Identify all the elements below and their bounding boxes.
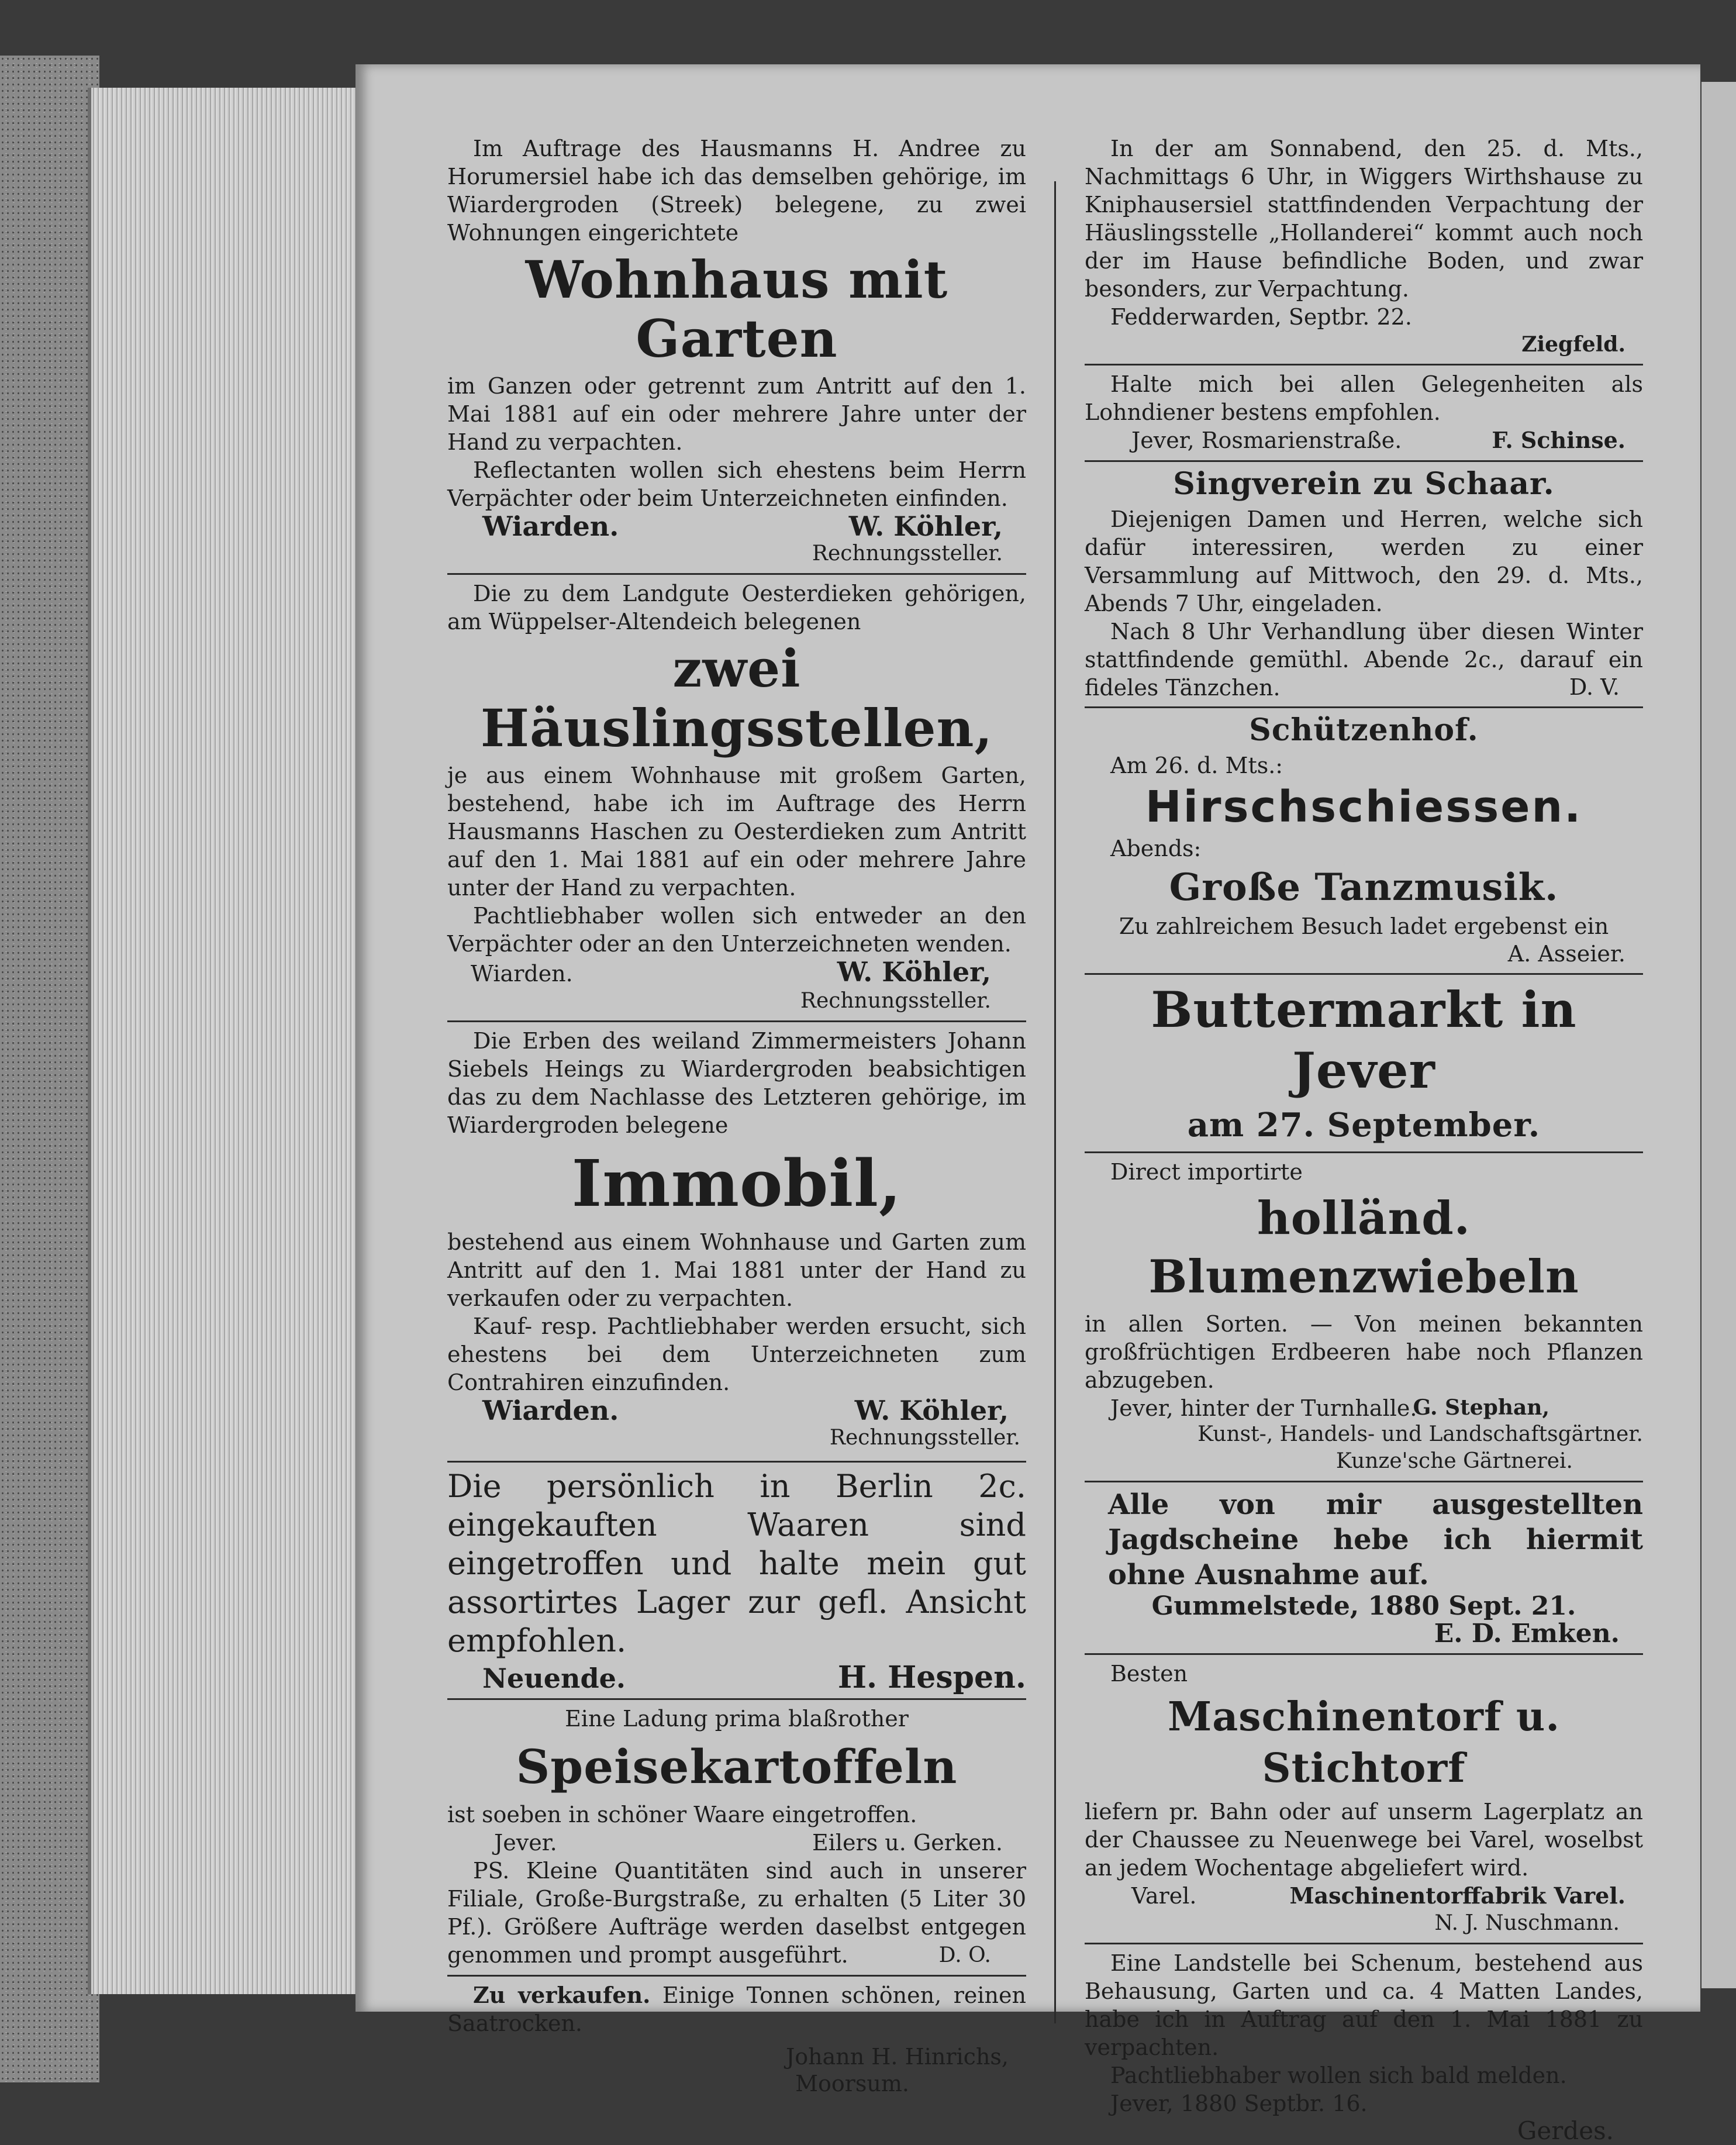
book-cover <box>0 56 99 2082</box>
ad-headline: Buttermarkt in Jever <box>1151 981 1577 1100</box>
ad-signer: Johann H. Hinrichs, <box>786 2043 1009 2070</box>
ad-place: Jever, Rosmarienstraße. <box>1131 427 1402 453</box>
left-column <box>447 135 1026 2097</box>
ad-signer: G. Stephan, <box>1413 1395 1549 1420</box>
ad-lohndiener <box>1085 370 1643 454</box>
ad-date: am 27. September. <box>1187 1106 1541 1145</box>
page-edges <box>88 88 360 1994</box>
ad-signer-title: Rechnungssteller. <box>829 1425 1020 1450</box>
ad-headline: Maschinentorf u. Stichtorf <box>1167 1694 1561 1792</box>
ad-separator <box>1085 1943 1643 1944</box>
ad-body: Reflectanten wollen sich ehestens beim Herrn Verpächter oder beim Unterzeichneten einfinden. <box>447 457 1026 512</box>
ad-signature-row <box>447 511 1026 543</box>
ad-intro: Eine Ladung prima blaßrother <box>565 1705 909 1732</box>
ad-place: Gummelstede, 1880 Sept. 21. <box>1151 1591 1576 1622</box>
ad-verpachtung-hollanderei <box>1085 135 1643 358</box>
ad-headline: Singverein zu Schaar. <box>1173 466 1555 502</box>
ad-body: Kauf- resp. Pachtliebhaber werden ersucht, sich ehestens bei dem Unterzeichneten zum Contrahiren einzufinden. <box>447 1313 1026 1395</box>
ad-signer: Ziegfeld. <box>1521 332 1625 357</box>
ad-intro: Direct importirte <box>1110 1159 1303 1185</box>
ad-body: im Ganzen oder getrennt zum Antritt auf den 1. Mai 1881 auf ein oder mehrere Jahre unter der Hand zu verpachten. <box>447 373 1026 456</box>
ad-evening: Abends: <box>1110 835 1202 861</box>
ad-intro: Die zu dem Landgute Oesterdieken gehörigen, am Wüppelser-Altendeich belegenen <box>447 581 1026 635</box>
ad-body: In der am Sonnabend, den 25. d. Mts., Nachmittags 6 Uhr, in Wiggers Wirthshause zu Kniphausersiel stattfindenden Verpachtung der Häuslingsstelle „Hollanderei“ kommt auch noch der im Hause befindliche Boden, und zwar besonders, zur Verpachtung. <box>1085 136 1643 302</box>
ad-headline: holländ. Blumenzwiebeln <box>1148 1192 1579 1304</box>
ad-postscript-sign: D. O. <box>938 1943 991 1967</box>
ad-place: Neuende. <box>482 1662 626 1694</box>
ad-blumenzwiebeln <box>1085 1158 1643 1475</box>
ad-place: Jever, 1880 Septbr. 16. <box>1110 2091 1368 2117</box>
ad-buttermarkt <box>1085 980 1643 1146</box>
ad-signer: Gerdes. <box>1517 2116 1614 2145</box>
ad-wohnhaus <box>447 135 1026 567</box>
ad-body: in allen Sorten. — Von meinen bekannten großfrüchtigen Erdbeeren habe noch Pflanzen abzugeben. <box>1085 1311 1643 1394</box>
ad-separator <box>1085 1481 1643 1482</box>
ad-speisekartoffeln <box>447 1705 1026 1969</box>
ad-body: je aus einem Wohnhause mit großem Garten, bestehend, habe ich im Auftrage des Herrn Hausmanns Haschen zu Oesterdieken zum Antritt auf den 1. Mai 1881 auf ein oder mehrere Jahre unter der Hand zu verpachten. <box>447 762 1026 901</box>
ad-headline: Schützenhof. <box>1249 712 1479 748</box>
ad-separator <box>447 1020 1026 1022</box>
ad-singverein <box>1085 467 1643 701</box>
ad-separator <box>447 1461 1026 1463</box>
ad-signature-row <box>1085 1882 1643 1910</box>
ad-headline: zwei Häuslingsstellen, <box>480 638 993 758</box>
ad-body: bestehend aus einem Wohnhause und Garten zum Antritt auf den 1. Mai 1881 unter der Hand zu verkaufen oder zu verpachten. <box>447 1229 1026 1311</box>
ad-zu-verkaufen <box>447 1981 1026 2097</box>
ad-signer: Eilers u. Gerken. <box>812 1829 1003 1856</box>
ad-landstelle <box>1085 1949 1643 2144</box>
ad-intro: Die Erben des weiland Zimmermeisters Johann Siebels Heings zu Wiardergroden beabsichtigen das zu dem Nachlasse des Letzteren gehörige, im Wiardergroden belegene <box>447 1027 1026 1138</box>
ad-body: Eine Landstelle bei Schenum, bestehend aus Behausung, Garten und ca. 4 Matten Landes, habe ich in Auftrag auf den 1. Mai 1881 zu verpachten. <box>1085 1950 1643 2061</box>
ad-headline: Immobil, <box>571 1145 902 1221</box>
ad-signer: W. Köhler, <box>854 1394 1009 1426</box>
ad-place: Wiarden. <box>482 1394 619 1426</box>
ad-body: liefern pr. Bahn oder auf unserm Lagerplatz an der Chaussee zu Neuenwege bei Varel, woselbst an jedem Wochentage abgeliefert wird. <box>1085 1799 1643 1881</box>
ad-place: Wiarden. <box>471 960 573 987</box>
ad-separator <box>1085 706 1643 708</box>
ad-separator <box>1085 1151 1643 1153</box>
ad-jagdscheine <box>1085 1487 1643 1647</box>
ad-signer: Maschinentorffabrik Varel. <box>1289 1882 1625 1909</box>
ad-signer: A. Asseier. <box>1507 941 1625 967</box>
ad-body: ist soeben in schöner Waare eingetroffen. <box>447 1801 917 1827</box>
ad-place: Varel. <box>1131 1883 1197 1909</box>
ad-signer-name: N. J. Nuschmann. <box>1434 1911 1620 1936</box>
ad-separator <box>1085 460 1643 462</box>
ad-signer-firm: Kunze'sche Gärtnerei. <box>1335 1449 1573 1474</box>
ad-signature-row <box>447 958 1026 988</box>
ad-place: Jever, hinter der Turnhalle. <box>1110 1395 1417 1422</box>
ad-body: Nach 8 Uhr Verhandlung über diesen Winter stattfindende gemüthl. Abende 2c., darauf ein fideles Tänzchen. <box>1085 618 1643 701</box>
ad-separator <box>1085 364 1643 365</box>
ad-signer: E. D. Emken. <box>1434 1619 1620 1649</box>
ad-signer-title: Rechnungssteller. <box>800 988 991 1013</box>
ad-schuetzenhof <box>1085 713 1643 967</box>
ad-separator <box>447 1698 1026 1700</box>
ad-signature-row <box>447 1659 1026 1695</box>
column-divider <box>1054 181 1056 2023</box>
ad-event: Hirschschiessen. <box>1145 781 1583 832</box>
ad-haeuslingsstellen <box>447 580 1026 1014</box>
ad-intro: Im Auftrage des Hausmanns H. Andree zu Horumersiel habe ich das demselben gehörige, im Wiardergroden (Streek) belegene, zu zwei Wohnungen eingerichtete <box>447 136 1026 246</box>
ad-lead: Zu verkaufen. <box>473 1981 651 2008</box>
ad-body: Pachtliebhaber wollen sich bald melden. <box>1110 2063 1567 2089</box>
ad-separator <box>1085 1653 1643 1655</box>
ad-headline: Wohnhaus mit Garten <box>525 249 948 370</box>
ad-headline: Speisekartoffeln <box>516 1739 958 1794</box>
ad-signature-row <box>447 1829 1026 1857</box>
ad-signature-row <box>1085 426 1643 454</box>
ad-torf <box>1085 1660 1643 1937</box>
ad-place: Fedderwarden, Septbr. 22. <box>1110 304 1412 330</box>
ad-postscript: PS. Kleine Quantitäten sind auch in unserer Filiale, Große-Burgstraße, zu erhalten (5 Liter 30 Pf.). Größere Aufträge werden daselbst entgegen genommen und prompt ausgeführt. <box>447 1857 1026 1968</box>
adjacent-page-edge <box>1702 82 1736 1988</box>
ad-signer: D. V. <box>1569 674 1620 700</box>
ad-body: Einige Tonnen schönen, reinen Saatrocken. <box>447 1982 1026 2036</box>
ad-body: Pachtliebhaber wollen sich entweder an den Verpächter oder an den Unterzeichneten wenden. <box>447 902 1026 957</box>
ad-signer: W. Köhler, <box>837 956 991 988</box>
ad-immobil <box>447 1027 1026 1451</box>
ad-separator <box>1085 973 1643 975</box>
ad-signer: H. Hespen. <box>837 1659 1026 1695</box>
ad-hespen <box>447 1467 1026 1695</box>
ad-intro: Besten <box>1110 1661 1188 1687</box>
ad-separator <box>447 1975 1026 1977</box>
ad-body: Halte mich bei allen Gelegenheiten als Lohndiener bestens empfohlen. <box>1085 371 1643 425</box>
ad-signature-row <box>447 1396 1026 1425</box>
ad-signer-place: Moorsum. <box>795 2070 909 2096</box>
ad-signer-title: Kunst-, Handels- und Landschaftsgärtner. <box>1197 1422 1643 1447</box>
ad-body: Alle von mir ausgestellten Jagdscheine hebe ich hiermit ohne Ausnahme auf. <box>1108 1488 1643 1592</box>
ad-body: Diejenigen Damen und Herren, welche sich dafür interessiren, werden zu einer Versammlung auf Mittwoch, den 29. d. Mts., Abends 7 Uhr, eingeladen. <box>1085 506 1643 616</box>
ad-signer-title: Rechnungssteller. <box>812 542 1003 566</box>
ad-place: Jever. <box>494 1829 557 1856</box>
ad-separator <box>447 573 1026 575</box>
ad-body: Die persönlich in Berlin 2c. eingekauften Waaren sind eingetroffen und halte mein gut assortirtes Lager zur gefl. Ansicht empfohlen. <box>447 1467 1026 1659</box>
ad-date: Am 26. d. Mts.: <box>1110 752 1283 778</box>
ad-signer: F. Schinse. <box>1492 427 1625 453</box>
right-column <box>1085 135 1643 2144</box>
ad-body: Zu zahlreichem Besuch ladet ergebenst ein <box>1119 913 1609 940</box>
ad-event2: Große Tanzmusik. <box>1169 865 1559 909</box>
ad-place: Wiarden. <box>482 511 619 543</box>
ad-signer: W. Köhler, <box>848 511 1003 543</box>
